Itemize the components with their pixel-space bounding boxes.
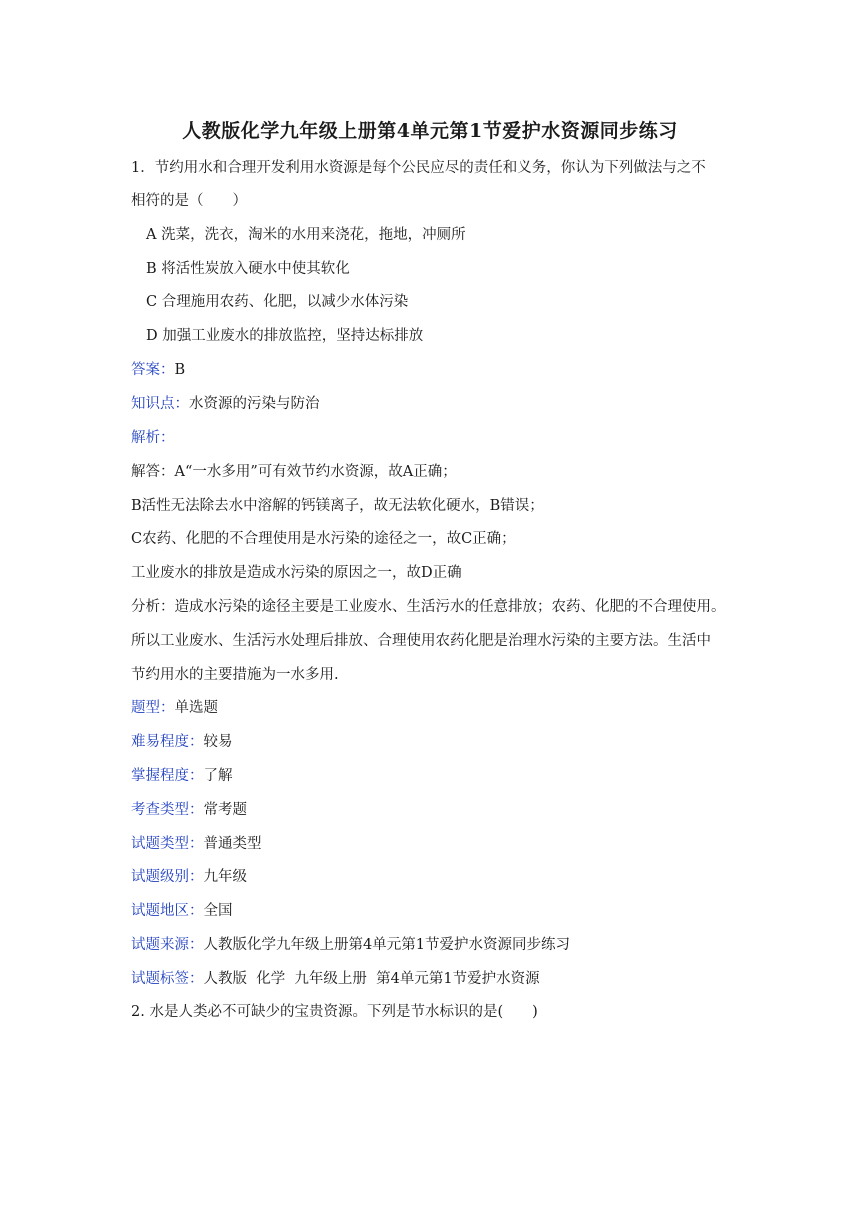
knowledge-label: 知识点： [131,396,189,412]
meta-value: 人教版 化学 九年级上册 第4单元第1节爱护水资源 [203,971,540,987]
q1-option-c: C 合理施用农药、化肥，以减少水体污染 [146,294,409,310]
meta-value: 常考题 [203,802,247,818]
q1-option-a: A 洗菜，洗衣，淘米的水用来浇花，拖地，冲厕所 [146,227,466,243]
document-title: 人教版化学九年级上册第4单元第1节爱护水资源同步练习 [182,120,678,142]
meta-value: 全国 [203,903,233,919]
analysis-label: 解析： [131,430,175,446]
q1-option-d: D 加强工业废水的排放监控，坚持达标排放 [146,328,424,344]
analysis-line: 解答：A“一水多用”可有效节约水资源，故A正确； [131,464,457,480]
meta-label: 难易程度： [131,734,204,750]
meta-label: 试题来源： [131,937,204,953]
meta-label: 试题地区： [131,903,204,919]
analysis-line: B活性无法除去水中溶解的钙镁离子，故无法软化硬水，B错误； [131,498,544,514]
q1-analysis-heading [131,428,175,448]
meta-source [131,935,570,955]
meta-exam-type [131,800,247,820]
meta-value: 普通类型 [203,836,262,852]
meta-label: 试题类型： [131,836,204,852]
meta-label: 试题标签： [131,971,204,987]
meta-value: 单选题 [174,700,218,716]
meta-value: 九年级 [203,869,247,885]
meta-label: 试题级别： [131,869,204,885]
meta-mastery [131,766,233,786]
q2-stem: 2. 水是人类必不可缺少的宝贵资源。下列是节水标识的是( ) [131,1004,538,1020]
meta-difficulty [131,732,233,752]
meta-label: 题型： [131,700,175,716]
analysis-line: 工业废水的排放是造成水污染的原因之一，故D正确 [131,565,462,581]
meta-value: 较易 [203,734,233,750]
analysis-line: 所以工业废水、生活污水处理后排放、合理使用农药化肥是治理水污染的主要方法。生活中 [131,633,711,649]
meta-question-type [131,698,218,718]
meta-value: 人教版化学九年级上册第4单元第1节爱护水资源同步练习 [203,937,570,953]
meta-tags [131,969,540,989]
meta-label: 掌握程度： [131,768,204,784]
analysis-line: 分析：造成水污染的途径主要是工业废水、生活污水的任意排放；农药、化肥的不合理使用。 [131,599,726,615]
meta-grade-level [131,867,247,887]
meta-region [131,901,233,921]
q1-answer [131,360,185,380]
q1-knowledge-point [131,394,320,414]
answer-label: 答案： [131,362,175,378]
analysis-line: C农药、化肥的不合理使用是水污染的途径之一，故C正确； [131,531,516,547]
meta-item-type [131,834,262,854]
meta-label: 考查类型： [131,802,204,818]
meta-value: 了解 [203,768,233,784]
answer-value: B [174,362,186,378]
q1-stem-line-2: 相符的是（ ） [131,193,247,209]
analysis-line: 节约用水的主要措施为一水多用. [131,667,339,683]
q1-stem-line-1: 1．节约用水和合理开发利用水资源是每个公民应尽的责任和义务，你认为下列做法与之不 [131,160,706,176]
knowledge-value: 水资源的污染与防治 [189,396,320,412]
q1-option-b: B 将活性炭放入硬水中使其软化 [146,261,350,277]
